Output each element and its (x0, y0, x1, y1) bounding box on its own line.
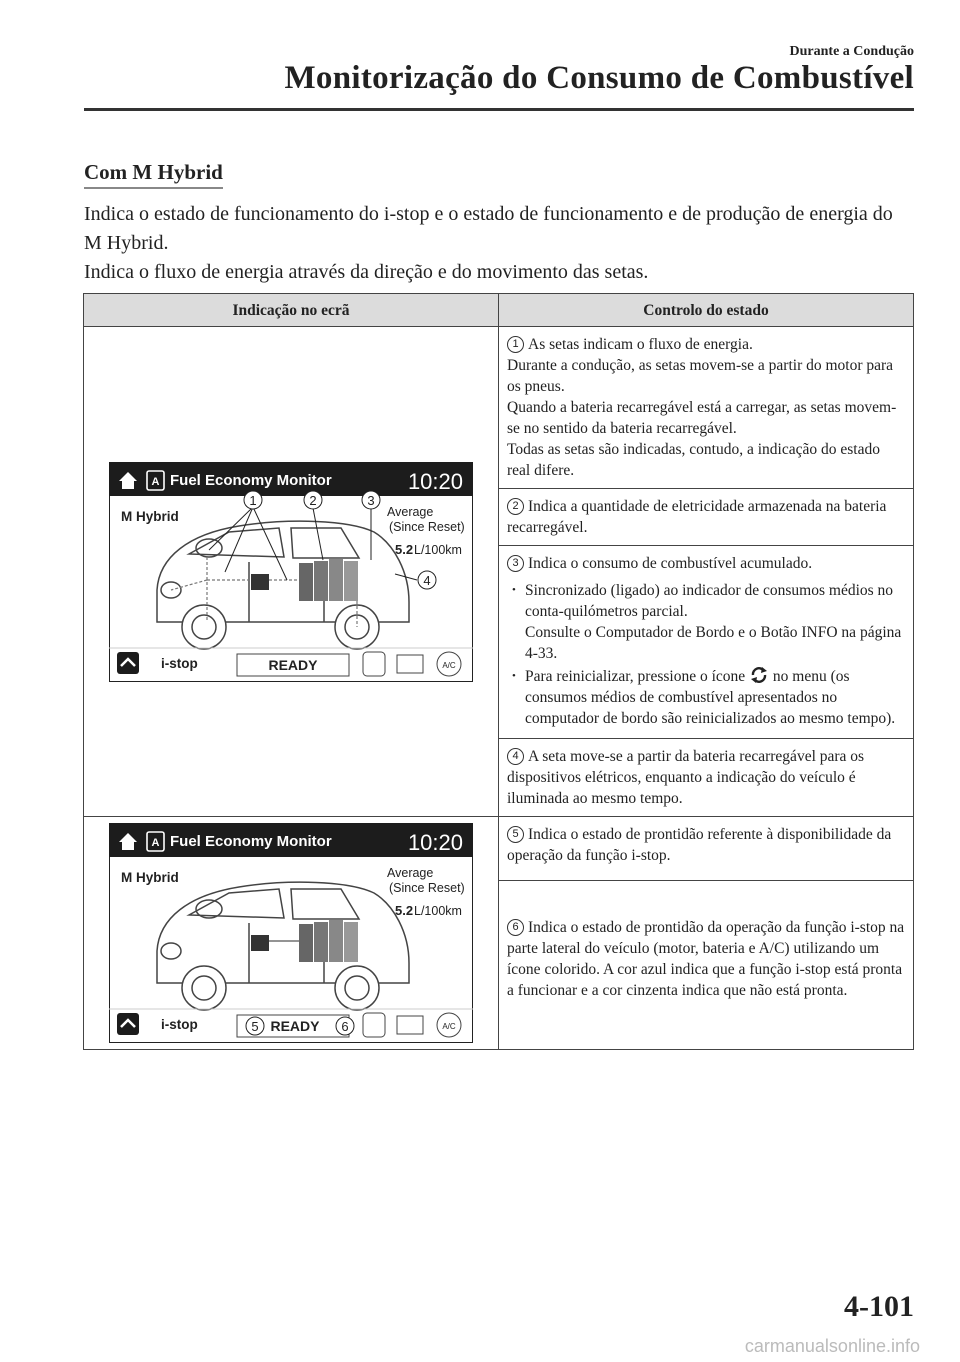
fuel-economy-monitor-screenshot-a (109, 462, 473, 682)
reset-icon (749, 666, 769, 684)
callout-5: 5 (251, 1019, 259, 1034)
status-cell-6 (499, 880, 914, 1049)
average-value: 5.2 (395, 903, 414, 918)
header-rule (84, 108, 914, 111)
istop-icon (117, 1013, 139, 1035)
average-value: 5.2 (395, 541, 414, 557)
status-text-5: Indica o estado de prontidão referente à disponibilidade da operação da função i-stop. (507, 826, 892, 864)
motor-icon (251, 574, 269, 590)
status-table (83, 293, 914, 1050)
intro-text (84, 200, 914, 287)
callout-1: 1 (249, 492, 257, 508)
item-number: 2 (507, 498, 524, 515)
bullet-list (507, 580, 905, 729)
subheading: Com M Hybrid (84, 160, 223, 189)
screen-time: 10:20 (407, 830, 463, 855)
status-cell-4 (499, 739, 914, 817)
footer-watermark: carmanualsonline.info (744, 1336, 920, 1356)
battery-icon (397, 655, 423, 673)
status-text-1: As setas indicam o fluxo de energia. Durante a condução, as setas movem-se a partir do motor para os pneus. Quando a bateria recarregável está a carregar, as setas movem-se no sentido da bateria recarregável. Todas as setas são indicadas, contudo, a indicação do estado real difere. (507, 336, 897, 479)
screen-title: Fuel Economy Monitor (170, 471, 332, 489)
status-cell-5 (499, 817, 914, 881)
status-cell-3 (499, 546, 914, 739)
engine-icon (363, 652, 385, 676)
engine-icon (363, 1013, 385, 1037)
svg-text:A: A (151, 475, 160, 488)
motor-icon (251, 935, 269, 951)
screen-image-cell-b (84, 817, 499, 1050)
screen-image-cell-a (84, 327, 499, 817)
mode-label: M Hybrid (121, 870, 179, 885)
item-number: 4 (507, 748, 524, 765)
running-header-section: Durante a Condução (789, 44, 914, 59)
column-header-display: Indicação no ecrã (84, 294, 499, 327)
average-unit: L/100km (414, 904, 462, 918)
battery-icon (397, 1016, 423, 1034)
ready-label: READY (268, 656, 318, 673)
item-number: 6 (507, 919, 524, 936)
svg-text:A: A (151, 837, 160, 849)
average-label: Average (387, 866, 434, 880)
status-text-6: Indica o estado de prontidão da operação da função i-stop na parte lateral do veículo (motor, bateria e A/C) utilizando um ícone colorido. A cor azul indica que a função i-stop está pronta a funcionar e a cor cinzenta indica que não está pronta. (507, 918, 905, 999)
svg-text:A/C: A/C (442, 660, 456, 670)
intro-paragraph: Indica o estado de funcionamento do i-stop e o estado de funcionamento e de produção de energia do M Hybrid. (84, 203, 893, 254)
item-number: 3 (507, 555, 524, 572)
screen-title: Fuel Economy Monitor (170, 833, 332, 850)
status-text-3: Indica o consumo de combustível acumulado. (528, 555, 813, 572)
bullet-item: • Para reinicializar, pressione o ícone no menu (os consumos médios de combustível apresentados no computador de bordo são reinicializados ao mesmo tempo). (525, 666, 905, 729)
average-sublabel: (Since Reset) (389, 881, 465, 895)
bullet-item: • Sincronizado (ligado) ao indicador de consumos médios no conta-quilómetros parcial. Consulte o Computador de Bordo e o Botão INFO na página 4-33. (525, 580, 905, 664)
fuel-economy-monitor-screenshot-b (109, 823, 473, 1043)
page-number: 4-101 (844, 1290, 914, 1323)
average-unit: L/100km (414, 542, 462, 557)
callout-6: 6 (341, 1019, 349, 1034)
istop-label: i-stop (161, 1017, 198, 1032)
mode-label: M Hybrid (121, 508, 179, 524)
callout-3: 3 (367, 492, 375, 508)
callout-4: 4 (423, 572, 431, 588)
status-text-2: Indica a quantidade de eletricidade armazenada na bateria recarregável. (507, 498, 887, 536)
istop-icon (117, 652, 139, 674)
screen-time: 10:20 (407, 468, 463, 494)
running-header-title: Monitorização do Consumo de Combustível (284, 60, 914, 96)
callout-2: 2 (309, 492, 317, 508)
intro-paragraph: Indica o fluxo de energia através da direção e do movimento das setas. (84, 261, 649, 283)
average-sublabel: (Since Reset) (389, 519, 465, 534)
average-label: Average (387, 504, 434, 519)
status-text-4: A seta move-se a partir da bateria recarregável para os dispositivos elétricos, enquanto a indicação do veículo é iluminada ao mesmo tempo. (507, 748, 865, 807)
column-header-status: Controlo do estado (499, 294, 914, 327)
ready-label: READY (270, 1018, 320, 1034)
item-number: 1 (507, 336, 524, 353)
istop-label: i-stop (161, 655, 198, 671)
svg-text:A/C: A/C (442, 1022, 456, 1031)
item-number: 5 (507, 826, 524, 843)
status-cell-2 (499, 489, 914, 546)
status-cell-1 (499, 327, 914, 489)
